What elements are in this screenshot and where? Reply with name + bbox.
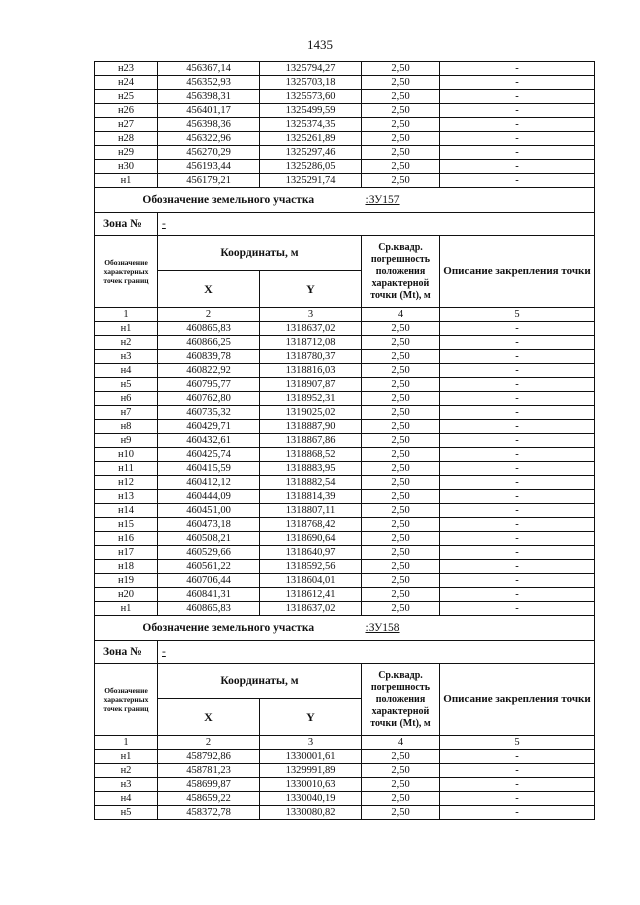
accuracy-cell: 2,50 <box>362 434 440 448</box>
table-row <box>95 792 595 806</box>
y-coordinate-cell: 1325499,59 <box>260 104 362 118</box>
y-coordinate-cell: 1318952,31 <box>260 392 362 406</box>
description-cell: - <box>440 560 595 574</box>
table-row <box>95 434 595 448</box>
point-id-cell: н27 <box>95 118 158 132</box>
y-coordinate-cell: 1318637,02 <box>260 322 362 336</box>
zone-label: Зона № <box>95 213 158 236</box>
table-header-row <box>95 664 595 699</box>
description-cell: - <box>440 76 595 90</box>
y-header: Y <box>260 699 362 736</box>
x-coordinate-cell: 460706,44 <box>158 574 260 588</box>
description-cell: - <box>440 146 595 160</box>
point-id-cell: н9 <box>95 434 158 448</box>
x-coordinate-cell: 456398,31 <box>158 90 260 104</box>
zone-row <box>95 641 595 664</box>
x-coordinate-cell: 460841,31 <box>158 588 260 602</box>
x-coordinate-cell: 458372,78 <box>158 806 260 820</box>
table-row <box>95 778 595 792</box>
x-coordinate-cell: 460508,21 <box>158 532 260 546</box>
table-row <box>95 392 595 406</box>
accuracy-cell: 2,50 <box>362 378 440 392</box>
x-coordinate-cell: 456367,14 <box>158 62 260 76</box>
accuracy-cell: 2,50 <box>362 518 440 532</box>
accuracy-cell: 2,50 <box>362 350 440 364</box>
y-coordinate-cell: 1325374,35 <box>260 118 362 132</box>
point-id-cell: н16 <box>95 532 158 546</box>
description-cell: - <box>440 778 595 792</box>
plot-designation-row <box>95 616 595 641</box>
x-coordinate-cell: 458659,22 <box>158 792 260 806</box>
description-cell: - <box>440 350 595 364</box>
description-cell: - <box>440 602 595 616</box>
description-cell: - <box>440 750 595 764</box>
accuracy-cell: 2,50 <box>362 750 440 764</box>
table-row <box>95 160 595 174</box>
description-cell: - <box>440 174 595 188</box>
point-id-cell: н8 <box>95 420 158 434</box>
description-cell: - <box>440 504 595 518</box>
point-id-cell: н12 <box>95 476 158 490</box>
x-coordinate-cell: 460866,25 <box>158 336 260 350</box>
accuracy-cell: 2,50 <box>362 104 440 118</box>
accuracy-header: Ср.квадр. погрешность положения характерной точки (Mt), м <box>362 664 440 736</box>
point-id-cell: н13 <box>95 490 158 504</box>
table-row <box>95 504 595 518</box>
description-cell: - <box>440 132 595 146</box>
description-cell: - <box>440 532 595 546</box>
description-cell: - <box>440 392 595 406</box>
table-row <box>95 146 595 160</box>
point-id-cell: н17 <box>95 546 158 560</box>
point-id-cell: н18 <box>95 560 158 574</box>
y-coordinate-cell: 1330080,82 <box>260 806 362 820</box>
y-coordinate-cell: 1318882,54 <box>260 476 362 490</box>
point-id-cell: н1 <box>95 750 158 764</box>
accuracy-cell: 2,50 <box>362 132 440 146</box>
description-cell: - <box>440 792 595 806</box>
y-coordinate-cell: 1325291,74 <box>260 174 362 188</box>
x-coordinate-cell: 460412,12 <box>158 476 260 490</box>
y-coordinate-cell: 1318640,97 <box>260 546 362 560</box>
table-row <box>95 546 595 560</box>
column-number-cell: 2 <box>158 736 260 750</box>
x-coordinate-cell: 458699,87 <box>158 778 260 792</box>
point-id-cell: н3 <box>95 350 158 364</box>
point-id-cell: н28 <box>95 132 158 146</box>
table-row <box>95 462 595 476</box>
x-coordinate-cell: 460444,09 <box>158 490 260 504</box>
x-coordinate-cell: 460561,22 <box>158 560 260 574</box>
x-coordinate-cell: 456322,96 <box>158 132 260 146</box>
y-coordinate-cell: 1318867,86 <box>260 434 362 448</box>
x-coordinate-cell: 458781,23 <box>158 764 260 778</box>
accuracy-cell: 2,50 <box>362 146 440 160</box>
x-coordinate-cell: 456352,93 <box>158 76 260 90</box>
page-number: 1435 <box>307 37 333 52</box>
description-cell: - <box>440 420 595 434</box>
description-cell: - <box>440 322 595 336</box>
table-row <box>95 104 595 118</box>
description-cell: - <box>440 546 595 560</box>
x-coordinate-cell: 460865,83 <box>158 322 260 336</box>
point-id-cell: н2 <box>95 764 158 778</box>
description-cell: - <box>440 476 595 490</box>
y-coordinate-cell: 1318814,39 <box>260 490 362 504</box>
accuracy-cell: 2,50 <box>362 504 440 518</box>
description-cell: - <box>440 490 595 504</box>
description-cell: - <box>440 574 595 588</box>
y-coordinate-cell: 1325297,46 <box>260 146 362 160</box>
table-row <box>95 476 595 490</box>
x-coordinate-cell: 460865,83 <box>158 602 260 616</box>
x-coordinate-cell: 460735,32 <box>158 406 260 420</box>
y-coordinate-cell: 1318807,11 <box>260 504 362 518</box>
description-cell: - <box>440 378 595 392</box>
point-designation-header: Обозначение характерных точек границ <box>95 664 158 736</box>
y-coordinate-cell: 1318907,87 <box>260 378 362 392</box>
accuracy-cell: 2,50 <box>362 560 440 574</box>
accuracy-cell: 2,50 <box>362 588 440 602</box>
table-row <box>95 532 595 546</box>
x-coordinate-cell: 460429,71 <box>158 420 260 434</box>
description-cell: - <box>440 518 595 532</box>
point-id-cell: н4 <box>95 792 158 806</box>
y-coordinate-cell: 1329991,89 <box>260 764 362 778</box>
plot-designation-label: Обозначение земельного участка <box>95 188 362 213</box>
accuracy-cell: 2,50 <box>362 778 440 792</box>
column-numbers-row <box>95 308 595 322</box>
x-coordinate-cell: 456398,36 <box>158 118 260 132</box>
description-cell: - <box>440 62 595 76</box>
y-coordinate-cell: 1325703,18 <box>260 76 362 90</box>
x-coordinate-cell: 460762,80 <box>158 392 260 406</box>
table-row <box>95 350 595 364</box>
table-row <box>95 378 595 392</box>
y-coordinate-cell: 1318883,95 <box>260 462 362 476</box>
accuracy-cell: 2,50 <box>362 448 440 462</box>
description-cell: - <box>440 588 595 602</box>
column-numbers-row <box>95 736 595 750</box>
y-coordinate-cell: 1318868,52 <box>260 448 362 462</box>
table-row <box>95 322 595 336</box>
table-row <box>95 406 595 420</box>
accuracy-cell: 2,50 <box>362 364 440 378</box>
x-header: X <box>158 271 260 308</box>
point-id-cell: н5 <box>95 378 158 392</box>
plot-designation-row <box>95 188 595 213</box>
point-id-cell: н5 <box>95 806 158 820</box>
description-cell: - <box>440 336 595 350</box>
accuracy-cell: 2,50 <box>362 76 440 90</box>
accuracy-cell: 2,50 <box>362 322 440 336</box>
zone-row <box>95 213 595 236</box>
y-coordinate-cell: 1330040,19 <box>260 792 362 806</box>
column-number-cell: 3 <box>260 308 362 322</box>
point-id-cell: н24 <box>95 76 158 90</box>
accuracy-cell: 2,50 <box>362 160 440 174</box>
plot-designation-label: Обозначение земельного участка <box>95 616 362 641</box>
accuracy-cell: 2,50 <box>362 90 440 104</box>
point-id-cell: н7 <box>95 406 158 420</box>
table-row <box>95 750 595 764</box>
y-coordinate-cell: 1319025,02 <box>260 406 362 420</box>
description-cell: - <box>440 160 595 174</box>
point-id-cell: н20 <box>95 588 158 602</box>
point-designation-header: Обозначение характерных точек границ <box>95 236 158 308</box>
accuracy-cell: 2,50 <box>362 62 440 76</box>
description-cell: - <box>440 104 595 118</box>
accuracy-cell: 2,50 <box>362 174 440 188</box>
table-row <box>95 420 595 434</box>
table-row <box>95 448 595 462</box>
x-coordinate-cell: 460473,18 <box>158 518 260 532</box>
accuracy-header: Ср.квадр. погрешность положения характерной точки (Mt), м <box>362 236 440 308</box>
y-coordinate-cell: 1318637,02 <box>260 602 362 616</box>
column-number-cell: 1 <box>95 308 158 322</box>
x-coordinate-cell: 460822,92 <box>158 364 260 378</box>
table-row <box>95 118 595 132</box>
point-id-cell: н2 <box>95 336 158 350</box>
y-header: Y <box>260 271 362 308</box>
x-coordinate-cell: 460795,77 <box>158 378 260 392</box>
x-coordinate-cell: 460432,61 <box>158 434 260 448</box>
y-coordinate-cell: 1318690,64 <box>260 532 362 546</box>
x-coordinate-cell: 460425,74 <box>158 448 260 462</box>
description-cell: - <box>440 448 595 462</box>
x-coordinate-cell: 456401,17 <box>158 104 260 118</box>
point-id-cell: н30 <box>95 160 158 174</box>
accuracy-cell: 2,50 <box>362 764 440 778</box>
accuracy-cell: 2,50 <box>362 574 440 588</box>
accuracy-cell: 2,50 <box>362 490 440 504</box>
y-coordinate-cell: 1330001,61 <box>260 750 362 764</box>
table-row <box>95 90 595 104</box>
column-number-cell: 4 <box>362 736 440 750</box>
description-cell: - <box>440 764 595 778</box>
table-row <box>95 764 595 778</box>
y-coordinate-cell: 1318712,08 <box>260 336 362 350</box>
y-coordinate-cell: 1318816,03 <box>260 364 362 378</box>
column-number-cell: 2 <box>158 308 260 322</box>
table-row <box>95 602 595 616</box>
point-id-cell: н1 <box>95 174 158 188</box>
accuracy-cell: 2,50 <box>362 406 440 420</box>
point-id-cell: н4 <box>95 364 158 378</box>
description-cell: - <box>440 806 595 820</box>
point-id-cell: н10 <box>95 448 158 462</box>
coordinates-table <box>94 61 595 820</box>
y-coordinate-cell: 1318612,41 <box>260 588 362 602</box>
table-row <box>95 574 595 588</box>
y-coordinate-cell: 1325286,05 <box>260 160 362 174</box>
description-cell: - <box>440 90 595 104</box>
zone-value: - <box>158 641 595 664</box>
table-row <box>95 62 595 76</box>
coordinates-document <box>94 61 594 820</box>
point-id-cell: н29 <box>95 146 158 160</box>
point-id-cell: н6 <box>95 392 158 406</box>
description-cell: - <box>440 462 595 476</box>
y-coordinate-cell: 1318592,56 <box>260 560 362 574</box>
y-coordinate-cell: 1318768,42 <box>260 518 362 532</box>
description-cell: - <box>440 118 595 132</box>
table-row <box>95 806 595 820</box>
accuracy-cell: 2,50 <box>362 546 440 560</box>
point-id-cell: н19 <box>95 574 158 588</box>
zone-label: Зона № <box>95 641 158 664</box>
y-coordinate-cell: 1318604,01 <box>260 574 362 588</box>
accuracy-cell: 2,50 <box>362 476 440 490</box>
column-number-cell: 3 <box>260 736 362 750</box>
x-coordinate-cell: 456179,21 <box>158 174 260 188</box>
zone-value: - <box>158 213 595 236</box>
table-row <box>95 336 595 350</box>
accuracy-cell: 2,50 <box>362 462 440 476</box>
x-coordinate-cell: 458792,86 <box>158 750 260 764</box>
point-id-cell: н11 <box>95 462 158 476</box>
plot-designation-value: :ЗУ157 <box>362 188 595 213</box>
y-coordinate-cell: 1325794,27 <box>260 62 362 76</box>
point-id-cell: н26 <box>95 104 158 118</box>
x-coordinate-cell: 460839,78 <box>158 350 260 364</box>
table-row <box>95 518 595 532</box>
y-coordinate-cell: 1325573,60 <box>260 90 362 104</box>
accuracy-cell: 2,50 <box>362 806 440 820</box>
plot-designation-value: :ЗУ158 <box>362 616 595 641</box>
description-cell: - <box>440 434 595 448</box>
point-id-cell: н14 <box>95 504 158 518</box>
description-header: Описание закрепления точки <box>440 664 595 736</box>
accuracy-cell: 2,50 <box>362 336 440 350</box>
table-row <box>95 560 595 574</box>
x-header: X <box>158 699 260 736</box>
x-coordinate-cell: 460451,00 <box>158 504 260 518</box>
table-row <box>95 132 595 146</box>
coordinates-header: Координаты, м <box>158 236 362 271</box>
accuracy-cell: 2,50 <box>362 532 440 546</box>
table-row <box>95 174 595 188</box>
x-coordinate-cell: 460529,66 <box>158 546 260 560</box>
y-coordinate-cell: 1318887,90 <box>260 420 362 434</box>
description-header: Описание закрепления точки <box>440 236 595 308</box>
x-coordinate-cell: 456193,44 <box>158 160 260 174</box>
accuracy-cell: 2,50 <box>362 118 440 132</box>
accuracy-cell: 2,50 <box>362 602 440 616</box>
y-coordinate-cell: 1330010,63 <box>260 778 362 792</box>
point-id-cell: н1 <box>95 602 158 616</box>
column-number-cell: 5 <box>440 736 595 750</box>
description-cell: - <box>440 364 595 378</box>
table-row <box>95 588 595 602</box>
table-row <box>95 364 595 378</box>
accuracy-cell: 2,50 <box>362 792 440 806</box>
point-id-cell: н25 <box>95 90 158 104</box>
y-coordinate-cell: 1318780,37 <box>260 350 362 364</box>
column-number-cell: 4 <box>362 308 440 322</box>
table-row <box>95 76 595 90</box>
point-id-cell: н1 <box>95 322 158 336</box>
point-id-cell: н3 <box>95 778 158 792</box>
description-cell: - <box>440 406 595 420</box>
table-row <box>95 490 595 504</box>
accuracy-cell: 2,50 <box>362 392 440 406</box>
accuracy-cell: 2,50 <box>362 420 440 434</box>
coordinates-header: Координаты, м <box>158 664 362 699</box>
y-coordinate-cell: 1325261,89 <box>260 132 362 146</box>
column-number-cell: 1 <box>95 736 158 750</box>
table-header-row <box>95 236 595 271</box>
x-coordinate-cell: 460415,59 <box>158 462 260 476</box>
point-id-cell: н15 <box>95 518 158 532</box>
point-id-cell: н23 <box>95 62 158 76</box>
column-number-cell: 5 <box>440 308 595 322</box>
x-coordinate-cell: 456270,29 <box>158 146 260 160</box>
